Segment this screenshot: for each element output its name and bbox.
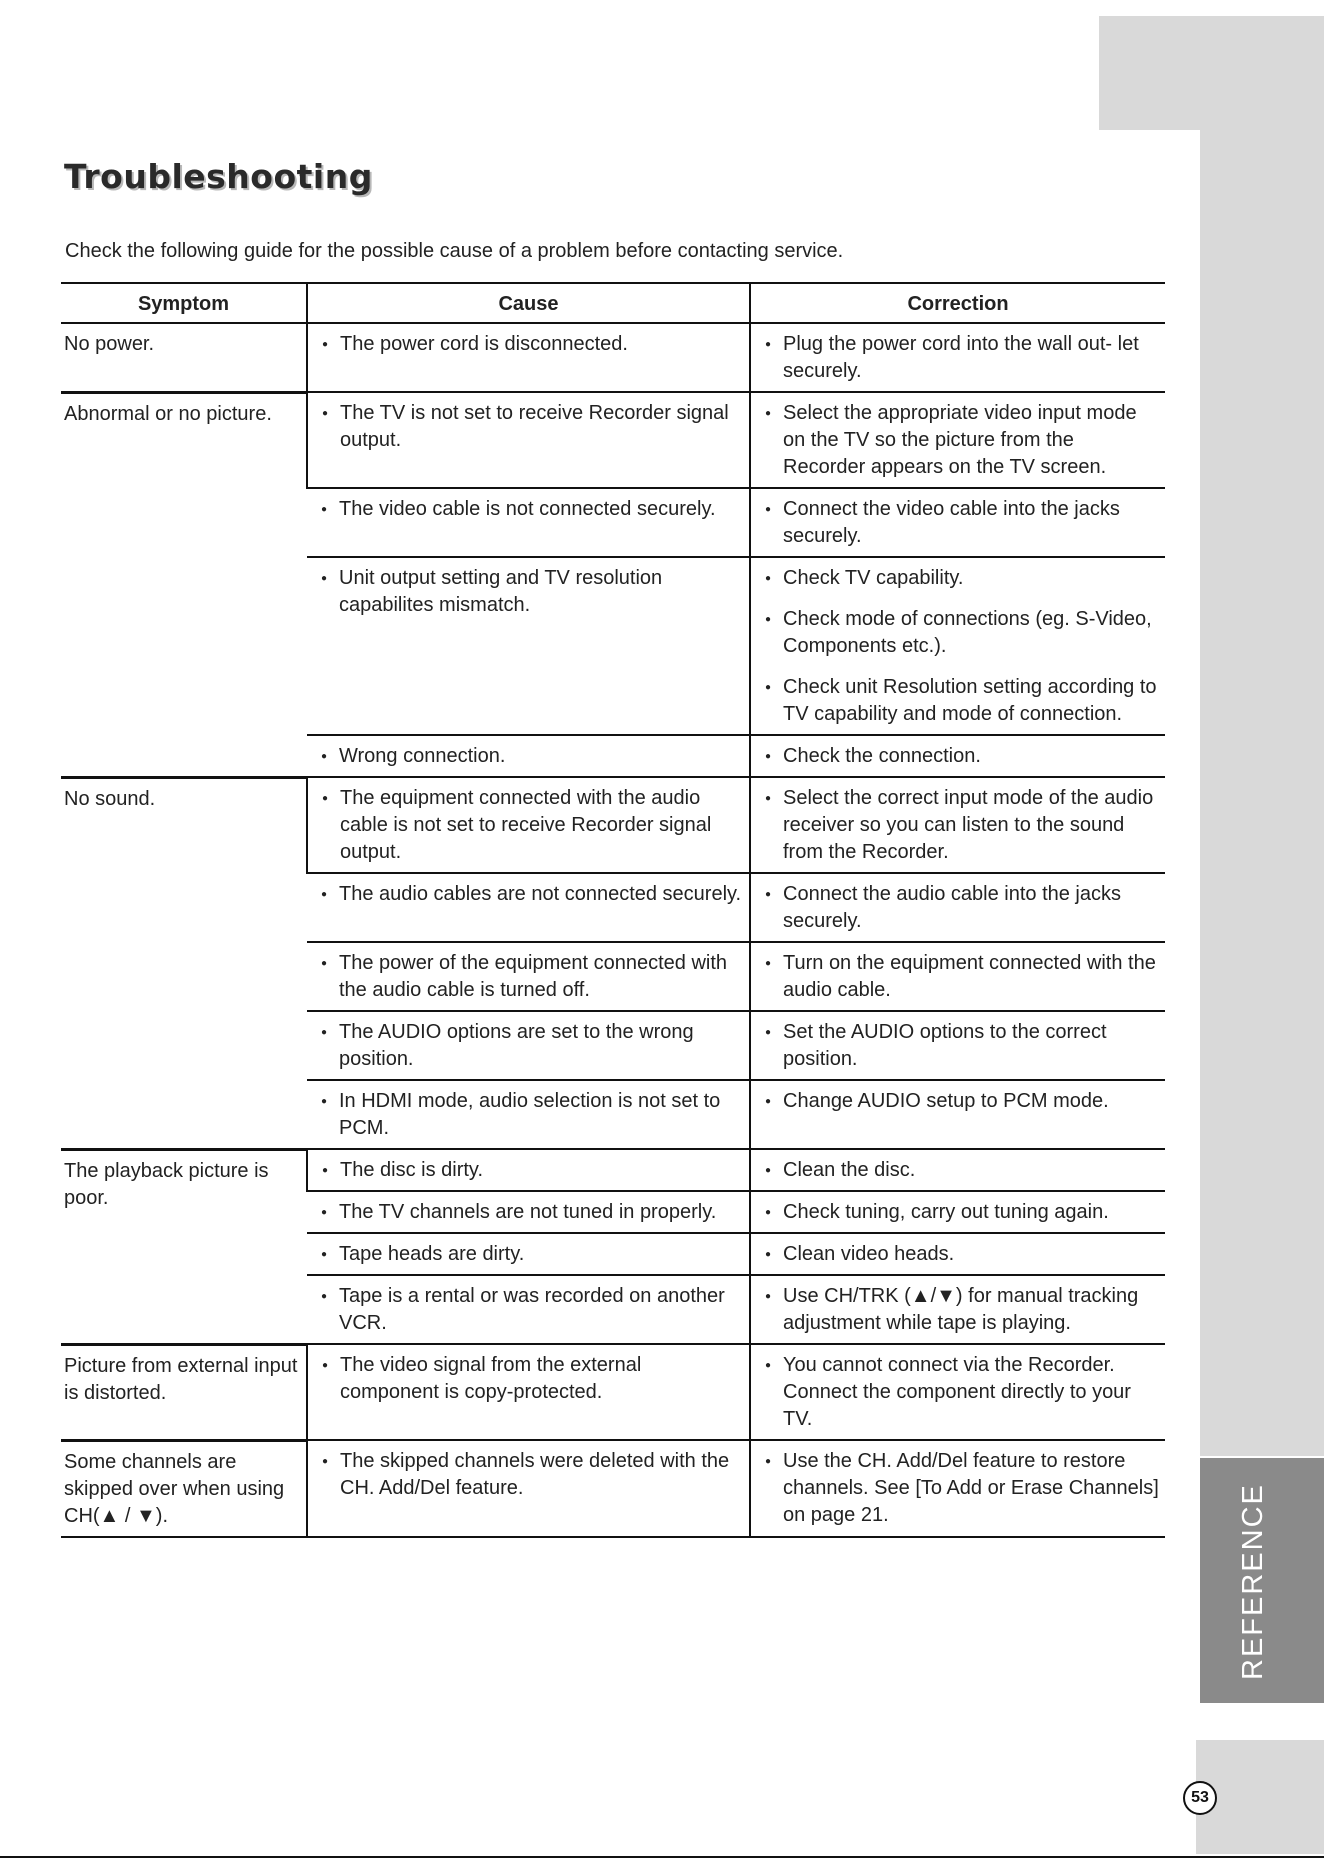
cause-bullet: ● The power of the equipment connected with the audio cable is turned off. [311, 950, 743, 1004]
correction-bullet: ● Change AUDIO setup to PCM mode. [755, 1088, 1159, 1115]
intro-text: Check the following guide for the possible cause of a problem before contacting service. [65, 240, 844, 262]
correction-bullet: ● You cannot connect via the Recorder. Connect the component directly to your TV. [755, 1352, 1159, 1433]
cause-cell [307, 735, 750, 777]
cause-bullet: ● The disc is dirty. [312, 1157, 743, 1184]
cause-cell [307, 557, 750, 735]
header-symptom: Symptom [61, 283, 307, 323]
correction-cell [750, 1233, 1165, 1275]
correction-cell [750, 1344, 1165, 1440]
cause-bullet: ● Tape heads are dirty. [311, 1241, 743, 1268]
cause-cell [307, 1149, 750, 1191]
table-header-row [61, 283, 1165, 323]
side-panel-middle [1200, 130, 1324, 1456]
correction-bullet: ● Select the correct input mode of the audio receiver so you can listen to the sound from the Recorder. [755, 785, 1159, 866]
correction-cell [750, 1011, 1165, 1080]
side-panel-top [1099, 16, 1324, 130]
cause-cell [307, 1233, 750, 1275]
correction-bullet: ● Plug the power cord into the wall out- let securely. [755, 331, 1159, 385]
correction-bullet: ● Check tuning, carry out tuning again. [755, 1199, 1159, 1226]
cause-bullet: ● The TV channels are not tuned in properly. [311, 1199, 743, 1226]
cause-cell [307, 1440, 750, 1537]
table-row [61, 1440, 1165, 1537]
correction-bullet: ● Connect the video cable into the jacks securely. [755, 496, 1159, 550]
symptom-cell: No power. [61, 323, 307, 392]
symptom-cell: No sound. [61, 777, 307, 1149]
correction-bullet: ● Select the appropriate video input mode on the TV so the picture from the Recorder appears on the TV screen. [755, 400, 1159, 481]
cause-cell [307, 1011, 750, 1080]
symptom-cell: The playback picture is poor. [61, 1149, 307, 1344]
table-row [61, 323, 1165, 392]
correction-bullet: ● Use the CH. Add/Del feature to restore channels. See [To Add or Erase Channels] on page 21. [755, 1448, 1159, 1529]
header-correction: Correction [750, 283, 1165, 323]
cause-cell [307, 1344, 750, 1440]
cause-bullet: ● Tape is a rental or was recorded on another VCR. [311, 1283, 743, 1337]
cause-bullet: ● The equipment connected with the audio cable is not set to receive Recorder signal output. [312, 785, 743, 866]
troubleshooting-table [61, 282, 1165, 1538]
correction-bullet: ● Use CH/TRK (▲/▼) for manual tracking adjustment while tape is playing. [755, 1283, 1159, 1337]
correction-cell [750, 323, 1165, 392]
table-row [61, 392, 1165, 488]
cause-cell [307, 488, 750, 557]
correction-bullet: ● Check TV capability. [755, 565, 1159, 592]
cause-cell [307, 392, 750, 488]
correction-bullet: ● Check the connection. [755, 743, 1159, 770]
correction-cell [750, 1440, 1165, 1537]
cause-bullet: ● The audio cables are not connected securely. [311, 881, 743, 908]
cause-bullet: ● The video signal from the external component is copy-protected. [312, 1352, 743, 1406]
correction-bullet: ● Check mode of connections (eg. S-Video, Components etc.). [755, 606, 1159, 660]
page-title: Troubleshooting [64, 157, 373, 196]
correction-cell [750, 1080, 1165, 1149]
correction-bullet: ● Clean the disc. [755, 1157, 1159, 1184]
symptom-cell: Some channels are skipped over when using CH(▲ / ▼). [61, 1440, 307, 1537]
correction-bullet: ● Turn on the equipment connected with the audio cable. [755, 950, 1159, 1004]
cause-cell [307, 323, 750, 392]
table-row [61, 777, 1165, 873]
cause-bullet: ● Unit output setting and TV resolution capabilites mismatch. [311, 565, 743, 619]
cause-cell [307, 1080, 750, 1149]
cause-bullet: ● Wrong connection. [311, 743, 743, 770]
correction-cell [750, 1149, 1165, 1191]
cause-bullet: ● The skipped channels were deleted with the CH. Add/Del feature. [312, 1448, 743, 1502]
correction-bullet: ● Connect the audio cable into the jacks securely. [755, 881, 1159, 935]
section-tab-label: REFERENCE [1237, 1483, 1269, 1680]
cause-cell [307, 777, 750, 873]
correction-bullet: ● Check unit Resolution setting according to TV capability and mode of connection. [755, 674, 1159, 728]
cause-cell [307, 942, 750, 1011]
correction-bullet: ● Clean video heads. [755, 1241, 1159, 1268]
correction-cell [750, 942, 1165, 1011]
correction-cell [750, 392, 1165, 488]
correction-bullet: ● Set the AUDIO options to the correct position. [755, 1019, 1159, 1073]
correction-cell [750, 488, 1165, 557]
correction-cell [750, 873, 1165, 942]
cause-bullet: ● The video cable is not connected securely. [311, 496, 743, 523]
correction-cell [750, 557, 1165, 735]
table-row [61, 1149, 1165, 1191]
bottom-rule [0, 1856, 1324, 1858]
cause-bullet: ● The power cord is disconnected. [312, 331, 743, 358]
correction-cell [750, 1191, 1165, 1233]
symptom-cell: Abnormal or no picture. [61, 392, 307, 777]
table-body [61, 323, 1165, 1537]
table-row [61, 1344, 1165, 1440]
header-cause: Cause [307, 283, 750, 323]
correction-cell [750, 735, 1165, 777]
correction-cell [750, 777, 1165, 873]
cause-cell [307, 1191, 750, 1233]
page-number: 53 [1183, 1781, 1217, 1815]
cause-bullet: ● The AUDIO options are set to the wrong position. [311, 1019, 743, 1073]
symptom-cell: Picture from external input is distorted. [61, 1344, 307, 1440]
cause-cell [307, 1275, 750, 1344]
cause-bullet: ● The TV is not set to receive Recorder signal output. [312, 400, 743, 454]
cause-cell [307, 873, 750, 942]
correction-cell [750, 1275, 1165, 1344]
cause-bullet: ● In HDMI mode, audio selection is not set to PCM. [311, 1088, 743, 1142]
